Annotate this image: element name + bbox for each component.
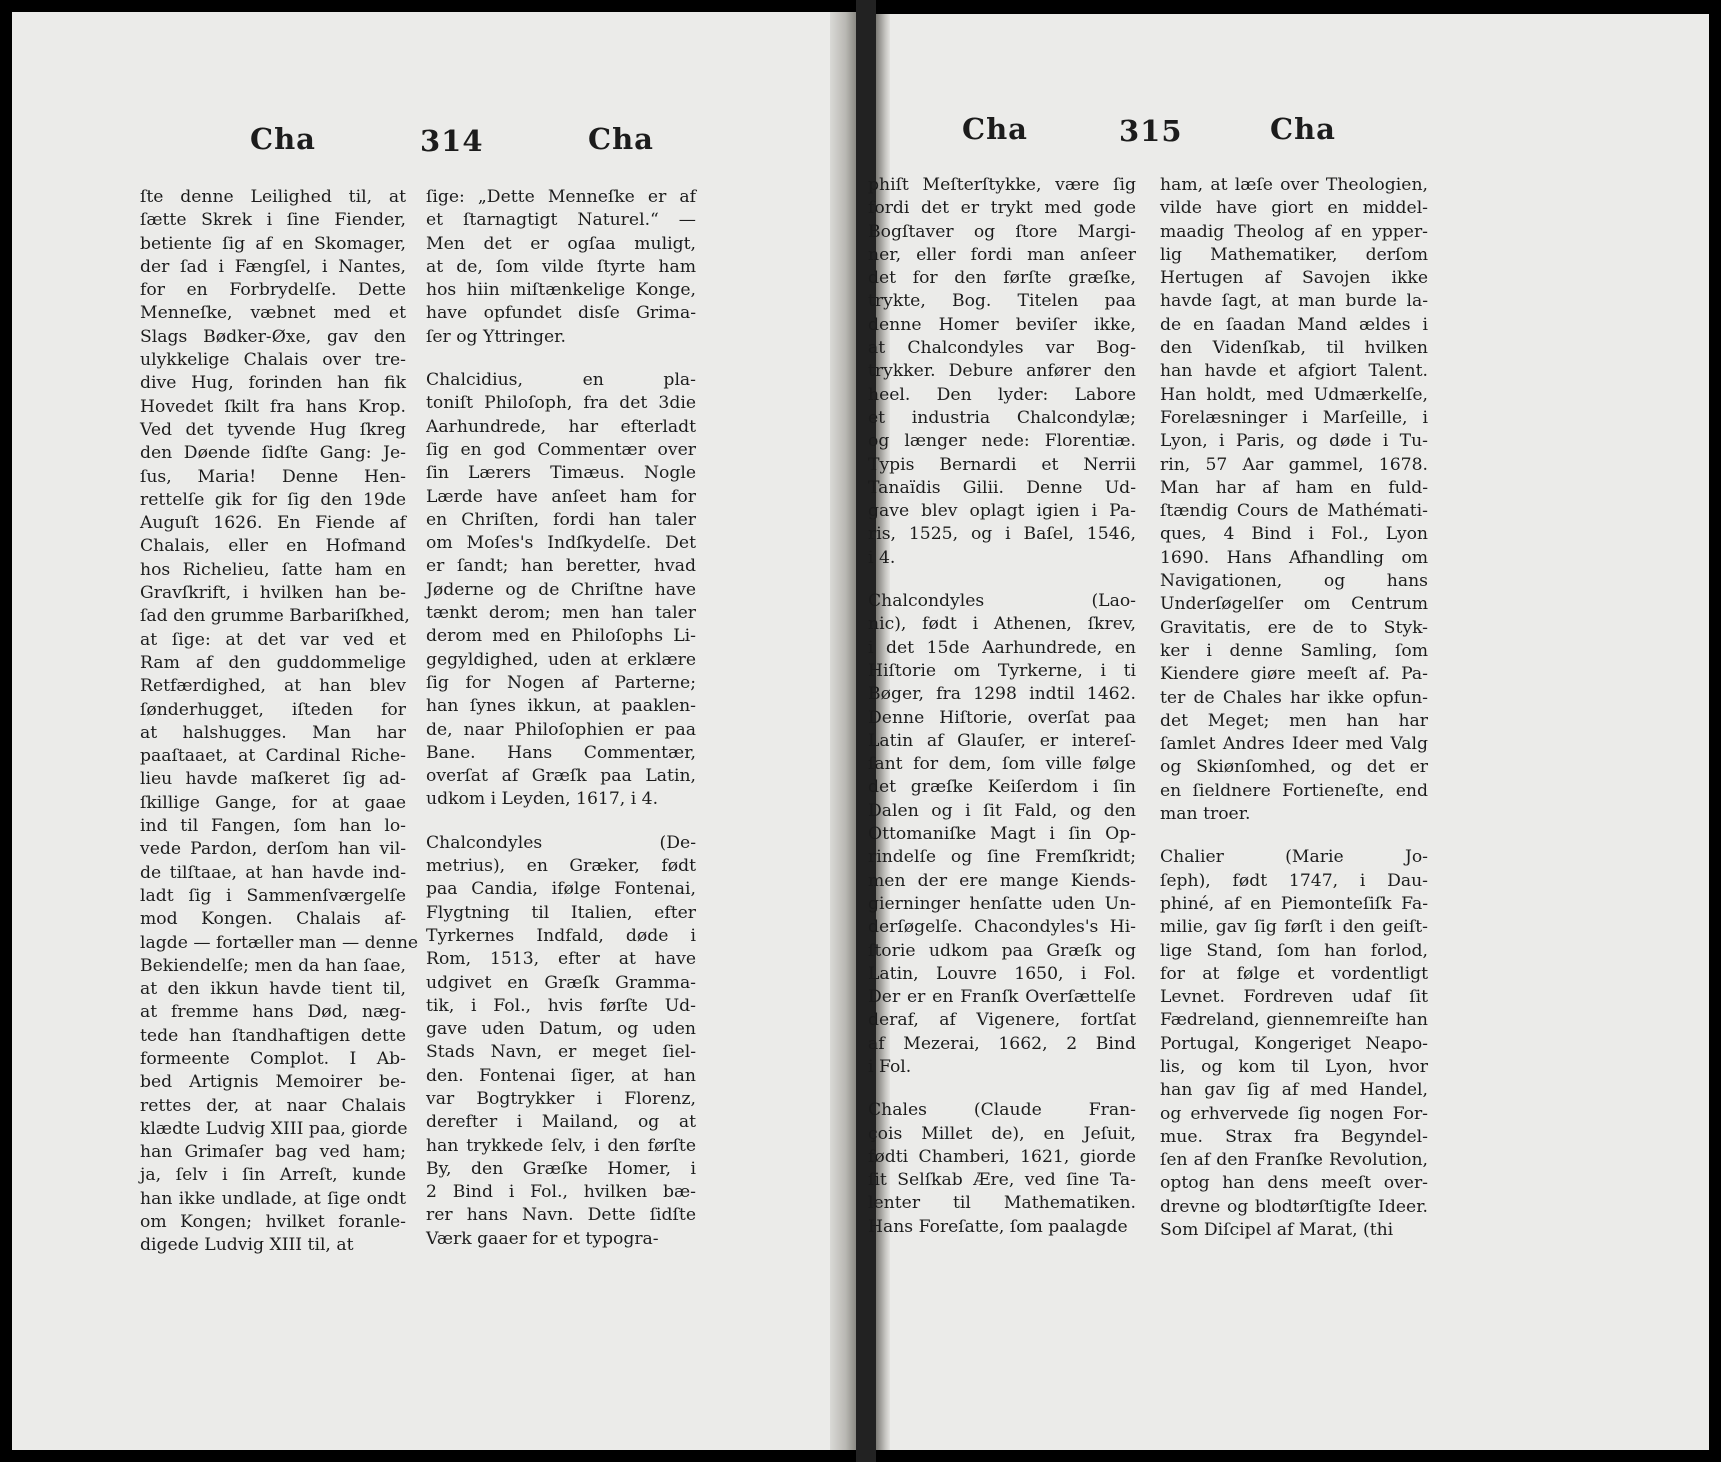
text-line: Chalier (Marie Jo- — [1160, 847, 1428, 868]
text-line: Tyrkernes Indfald, døde i — [426, 925, 696, 946]
text-line: Han holdt, med Udmærkelſe, — [1160, 384, 1428, 405]
text-line: fordi det er trykt med gode — [868, 198, 1136, 219]
text-line: ſus, Maria! Denne Hen- — [140, 466, 406, 487]
text-line: Tanaïdis Gilii. Denne Ud- — [868, 477, 1136, 498]
text-line: Ottomaniſke Magt i ſin Op- — [868, 824, 1136, 845]
text-line: Flygtning til Italien, efter — [426, 902, 696, 923]
text-line: Aarhundrede, har efterladt — [426, 416, 696, 437]
text-line: Ved det tyvende Hug ſkreg — [140, 419, 406, 440]
text-line: mod Kongen. Chalais af- — [140, 909, 406, 930]
text-line: Som Diſcipel af Marat, (thi — [1160, 1220, 1394, 1241]
text-line: Chalcondyles (De- — [426, 832, 696, 853]
text-line: Jøderne og de Chriſtne have — [426, 579, 696, 600]
text-line: Hovedet ſkilt fra hans Krop. — [140, 396, 406, 417]
text-line: i Fol. — [868, 1056, 912, 1077]
text-line: ſig en god Commentær over — [426, 439, 696, 460]
page-gutter-shadow — [830, 12, 856, 1450]
text-line: Slags Bødker-Øxe, gav den — [140, 326, 406, 347]
text-line: Man har af ham en fuld- — [1160, 477, 1428, 498]
text-line: mue. Strax fra Begyndel- — [1160, 1126, 1428, 1147]
text-line: ja, ſelv i ſin Arreſt, kunde — [140, 1165, 406, 1186]
text-line: lis, og kom til Lyon, hvor — [1160, 1056, 1428, 1077]
entry-spacer — [426, 349, 696, 369]
text-line: overſat af Græſk paa Latin, — [426, 766, 696, 787]
text-line: ſig for Nogen af Parterne; — [426, 672, 696, 693]
text-line: Chalcondyles (Lao- — [868, 591, 1136, 612]
text-line: den Videnſkab, til hvilken — [1160, 338, 1428, 359]
text-line: derom med en Philoſophs Li- — [426, 626, 696, 647]
text-line: det Meget; men han har — [1160, 710, 1428, 731]
text-paragraph — [868, 174, 1136, 570]
text-line: ker i denne Samling, ſom — [1160, 640, 1428, 661]
text-line: digede Ludvig XIII til, at — [140, 1235, 354, 1256]
text-line: ſin Lærers Timæus. Nogle — [426, 463, 696, 484]
text-line: var Bogtrykker i Florenz, — [426, 1088, 696, 1109]
text-line: Chales (Claude Fran- — [868, 1100, 1136, 1121]
text-line: optog han dens meeſt over- — [1160, 1173, 1428, 1194]
text-line: han ikke undlade, at ſige ondt — [140, 1188, 406, 1209]
text-line: ſeph), født 1747, i Dau- — [1160, 870, 1428, 891]
text-paragraph — [868, 1099, 1136, 1239]
page-number-left: 314 — [420, 124, 484, 158]
text-line: Bekiendelſe; men da han ſaae, — [140, 955, 406, 976]
text-line: det for den førſte græſke, — [868, 268, 1136, 289]
text-line: han trykkede ſelv, i den førſte — [426, 1135, 696, 1156]
text-line: trykker. Debure anfører den — [868, 361, 1136, 382]
text-line: Levnet. Fordreven udaf ſit — [1160, 987, 1428, 1008]
text-line: Bøger, fra 1298 indtil 1462. — [868, 684, 1136, 705]
right-page-column-1 — [868, 174, 1136, 1239]
text-line: det græſke Keiſerdom i ſin — [868, 777, 1136, 798]
text-line: derefter i Mailand, og at — [426, 1112, 696, 1133]
text-line: ſen af den Franſke Revolution, — [1160, 1150, 1428, 1171]
text-paragraph — [1160, 846, 1428, 1242]
text-paragraph — [426, 832, 696, 1251]
text-line: paaſtaaet, at Cardinal Riche- — [140, 746, 406, 767]
text-line: tede han ſtandhaftigen dette — [140, 1025, 406, 1046]
text-line: gave blev oplagt igien i Pa- — [868, 501, 1136, 522]
text-line: rin, 57 Aar gammel, 1678. — [1160, 454, 1428, 475]
text-line: milie, gav ſig førſt i den geiſt- — [1160, 917, 1428, 938]
text-line: Ram af den guddommelige — [140, 652, 406, 673]
entry-spacer — [868, 570, 1136, 590]
text-line: bed Artignis Memoirer be- — [140, 1072, 406, 1093]
text-line: ques, 4 Bind i Fol., Lyon — [1160, 524, 1428, 545]
text-line: Gravitatis, ere de to Styk- — [1160, 617, 1428, 638]
text-line: lieu havde maſkeret ſig ad- — [140, 769, 406, 790]
text-line: By, den Græſke Homer, i — [426, 1158, 696, 1179]
text-line: formeente Complot. I Ab- — [140, 1048, 406, 1069]
running-head-left: Cha — [250, 122, 316, 156]
text-line: ſtændig Cours de Mathémati- — [1160, 501, 1428, 522]
text-line: Hertugen af Savojen ikke — [1160, 268, 1428, 289]
text-line: 2 Bind i Fol., hvilken bæ- — [426, 1182, 696, 1203]
text-line: Typis Bernardi et Nerrii — [868, 454, 1136, 475]
text-line: at fremme hans Død, næg- — [140, 1002, 406, 1023]
text-line: Menneſke, væbnet med et — [140, 303, 406, 324]
text-line: for en Forbrydelſe. Dette — [140, 280, 406, 301]
text-line: ham, at læſe over Theologien, — [1160, 175, 1428, 195]
text-line: Lyon, i Paris, og døde i Tu- — [1160, 431, 1428, 452]
text-line: drevne og blodtørſtigſte Ideer. — [1160, 1196, 1428, 1217]
text-line: at de, ſom vilde ſtyrte ham — [426, 256, 696, 277]
right-page-column-2 — [1160, 174, 1428, 1242]
text-line: at ſige: at det var ved et — [140, 629, 406, 650]
text-line: han Grimaſer bag ved ham; — [140, 1142, 406, 1163]
text-line: for at følge et vordentligt — [1160, 963, 1428, 984]
text-line: klædte Ludvig XIII paa, giorde — [140, 1118, 408, 1139]
text-line: paa Candia, ifølge Fontenai, — [426, 879, 696, 900]
text-line: de tilſtaae, at han havde ind- — [140, 862, 406, 883]
text-paragraph — [426, 186, 696, 349]
text-line: ſad den grumme Barbariſkhed, — [140, 606, 410, 627]
text-line: et industria Chalcondylæ; — [868, 407, 1136, 428]
entry-spacer — [1160, 826, 1428, 846]
left-page — [12, 12, 856, 1450]
text-line: han ſynes ikkun, at paaklen- — [426, 696, 696, 717]
text-line: der ſad i Fængſel, i Nantes, — [140, 256, 406, 277]
text-line: gierninger henſatte uden Un- — [868, 893, 1136, 914]
text-line: et ſtarnagtigt Naturel.“ — — [426, 210, 696, 231]
text-line: af Mezerai, 1662, 2 Bind — [868, 1033, 1136, 1054]
text-paragraph — [868, 590, 1136, 1079]
text-line: den Døende ſidſte Gang: Je- — [140, 443, 406, 464]
text-line: men der ere mange Kiends- — [868, 870, 1136, 891]
text-line: de en ſaadan Mand ældes i — [1160, 314, 1428, 335]
text-line: en Chriſten, fordi han taler — [426, 509, 696, 530]
text-line: maadig Theolog af en ypper- — [1160, 221, 1428, 242]
text-line: Kiendere giøre meeſt af. Pa- — [1160, 664, 1428, 685]
text-line: nic), født i Athenen, ſkrev, — [868, 614, 1136, 635]
text-line: betiente ſig af en Skomager, — [140, 233, 406, 254]
text-line: man troer. — [1160, 804, 1251, 825]
text-line: metrius), en Græker, født — [426, 856, 696, 877]
running-head-left: Cha — [962, 112, 1028, 146]
text-line: dive Hug, forinden han fik — [140, 373, 406, 394]
text-line: at den ikkun havde tient til, — [140, 979, 406, 1000]
text-line: at Chalcondyles var Bog- — [868, 338, 1136, 359]
text-paragraph — [140, 186, 419, 1258]
text-line: at halshugges. Man har — [140, 722, 406, 743]
running-head-right: Cha — [588, 122, 654, 156]
text-line: ſkillige Gange, for at gaae — [140, 792, 406, 813]
text-paragraph — [426, 369, 696, 812]
text-line: og længer nede: Florentiæ. — [868, 431, 1136, 452]
left-page-column-2 — [426, 186, 696, 1251]
text-line: han havde et afgiort Talent. — [1160, 361, 1428, 382]
running-head-right: Cha — [1270, 112, 1336, 146]
text-line: en ſieldnere Fortieneſte, end — [1160, 780, 1428, 801]
text-line: Portugal, Kongeriget Neapo- — [1160, 1033, 1428, 1054]
text-line: han gav ſig af med Handel, — [1160, 1080, 1428, 1101]
text-line: ſer og Yttringer. — [426, 326, 566, 347]
text-line: ris, 1525, og i Baſel, 1546, — [868, 524, 1136, 545]
text-line: ſamlet Andres Ideer med Valg — [1160, 734, 1428, 755]
page-number-right: 315 — [1119, 114, 1183, 148]
text-line: Denne Hiſtorie, overſat paa — [868, 707, 1136, 728]
text-line: Stads Navn, er meget ſiel- — [426, 1042, 696, 1063]
text-line: have opfundet disſe Grima- — [426, 303, 696, 324]
text-line: lenter til Mathematiken. — [868, 1193, 1136, 1214]
text-line: Navigationen, og hans — [1160, 571, 1428, 592]
text-line: rettes der, at naar Chalais — [140, 1095, 406, 1116]
text-line: er ſandt; han beretter, hvad — [426, 556, 696, 577]
text-line: Forelæsninger i Marſeille, i — [1160, 407, 1428, 428]
text-line: deraf, af Vigenere, fortſat — [868, 1010, 1136, 1031]
text-line: Bane. Hans Commentær, — [426, 742, 696, 763]
text-line: Chalcidius, en pla- — [426, 370, 696, 391]
left-page-column-1 — [140, 186, 419, 1258]
text-line: rer hans Navn. Dette ſidſte — [426, 1205, 696, 1226]
text-line: ind til Fangen, ſom han lo- — [140, 816, 406, 837]
text-line: vilde have giort en middel- — [1160, 198, 1428, 219]
entry-spacer — [868, 1079, 1136, 1099]
text-line: fødti Chamberi, 1621, giorde — [868, 1146, 1136, 1167]
text-line: lagde — fortæller man — denne — [140, 932, 419, 953]
text-line: i 4. — [868, 547, 896, 568]
text-line: hos Richelieu, ſatte ham en — [140, 559, 406, 580]
text-paragraph — [1160, 174, 1428, 826]
text-line: og Skiønſomhed, og det er — [1160, 757, 1428, 778]
text-line: de, naar Philoſophien er paa — [426, 719, 696, 740]
text-line: derſøgelſe. Chacondyles's Hi- — [868, 917, 1136, 938]
text-line: 1690. Hans Afhandling om — [1160, 547, 1428, 568]
text-line: om Kongen; hvilket foranle- — [140, 1212, 406, 1233]
text-line: Retfærdighed, at han blev — [140, 676, 406, 697]
text-line: Auguſt 1626. En Fiende af — [140, 513, 406, 534]
text-line: Rom, 1513, efter at have — [426, 949, 696, 970]
text-line: ſit Selſkab Ære, ved ſine Ta- — [868, 1170, 1136, 1191]
text-line: og erhvervede ſig nogen For- — [1160, 1103, 1428, 1124]
text-line: denne Homer beviſer ikke, — [868, 314, 1136, 335]
text-line: phiné, af en Piemonteſiſk Fa- — [1160, 893, 1428, 914]
text-line: om Moſes's Indſkydelſe. Det — [426, 533, 696, 554]
text-line: udgivet en Græſk Gramma- — [426, 972, 696, 993]
text-line: Dalen og i ſit Fald, og den — [868, 800, 1136, 821]
text-line: Latin, Louvre 1650, i Fol. — [868, 963, 1136, 984]
text-line: trykte, Bog. Titelen paa — [868, 291, 1136, 312]
text-line: lig Mathematiker, derſom — [1160, 244, 1428, 265]
text-line: ulykkelige Chalais over tre- — [140, 350, 406, 371]
text-line: udkom i Leyden, 1617, i 4. — [426, 789, 659, 810]
entry-spacer — [426, 812, 696, 832]
text-line: vede Pardon, derſom han vil- — [140, 839, 406, 860]
text-line: heel. Den lyder: Labore — [868, 384, 1136, 405]
text-line: Fædreland, giennemreiſte han — [1160, 1010, 1428, 1031]
text-line: Lærde have anſeet ham for — [426, 486, 696, 507]
text-line: ſant for dem, ſom ville følge — [868, 754, 1136, 775]
text-line: Hans Foreſatte, ſom paalagde — [868, 1216, 1128, 1237]
right-page — [868, 14, 1709, 1450]
text-line: Der er en Franſk Overſættelſe — [868, 987, 1136, 1008]
text-line: lige Stand, ſom han forlod, — [1160, 940, 1428, 961]
text-line: toniſt Philoſoph, fra det 3die — [426, 393, 696, 414]
text-line: Chalais, eller en Hofmand — [140, 536, 406, 557]
text-line: ſte denne Leilighed til, at — [140, 187, 406, 207]
text-line: Latin af Glauſer, er intereſ- — [868, 730, 1136, 751]
text-line: tænkt derom; men han taler — [426, 603, 696, 624]
text-line: Underſøgelſer om Centrum — [1160, 594, 1428, 615]
text-line: havde ſagt, at man burde la- — [1160, 291, 1428, 312]
text-line: Bogſtaver og ſtore Margi- — [868, 221, 1136, 242]
text-line: ladt ſig i Sammenſværgelſe — [140, 885, 406, 906]
text-line: ner, eller fordi man anſeer — [868, 244, 1136, 265]
text-line: Men det er ogſaa muligt, — [426, 233, 696, 254]
text-line: i det 15de Aarhundrede, en — [868, 637, 1136, 658]
text-line: phiſt Meſterſtykke, være ſig — [868, 175, 1136, 195]
text-line: Værk gaaer for et typogra- — [426, 1228, 659, 1249]
text-line: ſønderhugget, iſteden for — [140, 699, 406, 720]
text-line: den. Fontenai ſiger, at han — [426, 1065, 696, 1086]
text-line: ter de Chales har ikke opfun- — [1160, 687, 1428, 708]
text-line: Gravſkrift, i hvilken han be- — [140, 583, 406, 604]
text-line: Hiſtorie om Tyrkerne, i ti — [868, 660, 1136, 681]
text-line: hos hiin miſtænkelige Konge, — [426, 280, 696, 301]
text-line: gave uden Datum, og uden — [426, 1019, 696, 1040]
text-line: rindelſe og ſine Fremſkridt; — [868, 847, 1136, 868]
text-line: ſætte Skrek i ſine Fiender, — [140, 210, 406, 231]
text-line: ſige: „Dette Menneſke er af — [426, 187, 696, 207]
text-line: gegyldighed, uden at erklære — [426, 649, 696, 670]
text-line: tik, i Fol., hvis førſte Ud- — [426, 995, 696, 1016]
text-line: rettelſe gik for ſig den 19de — [140, 489, 406, 510]
text-line: ſtorie udkom paa Græſk og — [868, 940, 1136, 961]
text-line: çois Millet de), en Jeſuit, — [868, 1123, 1136, 1144]
